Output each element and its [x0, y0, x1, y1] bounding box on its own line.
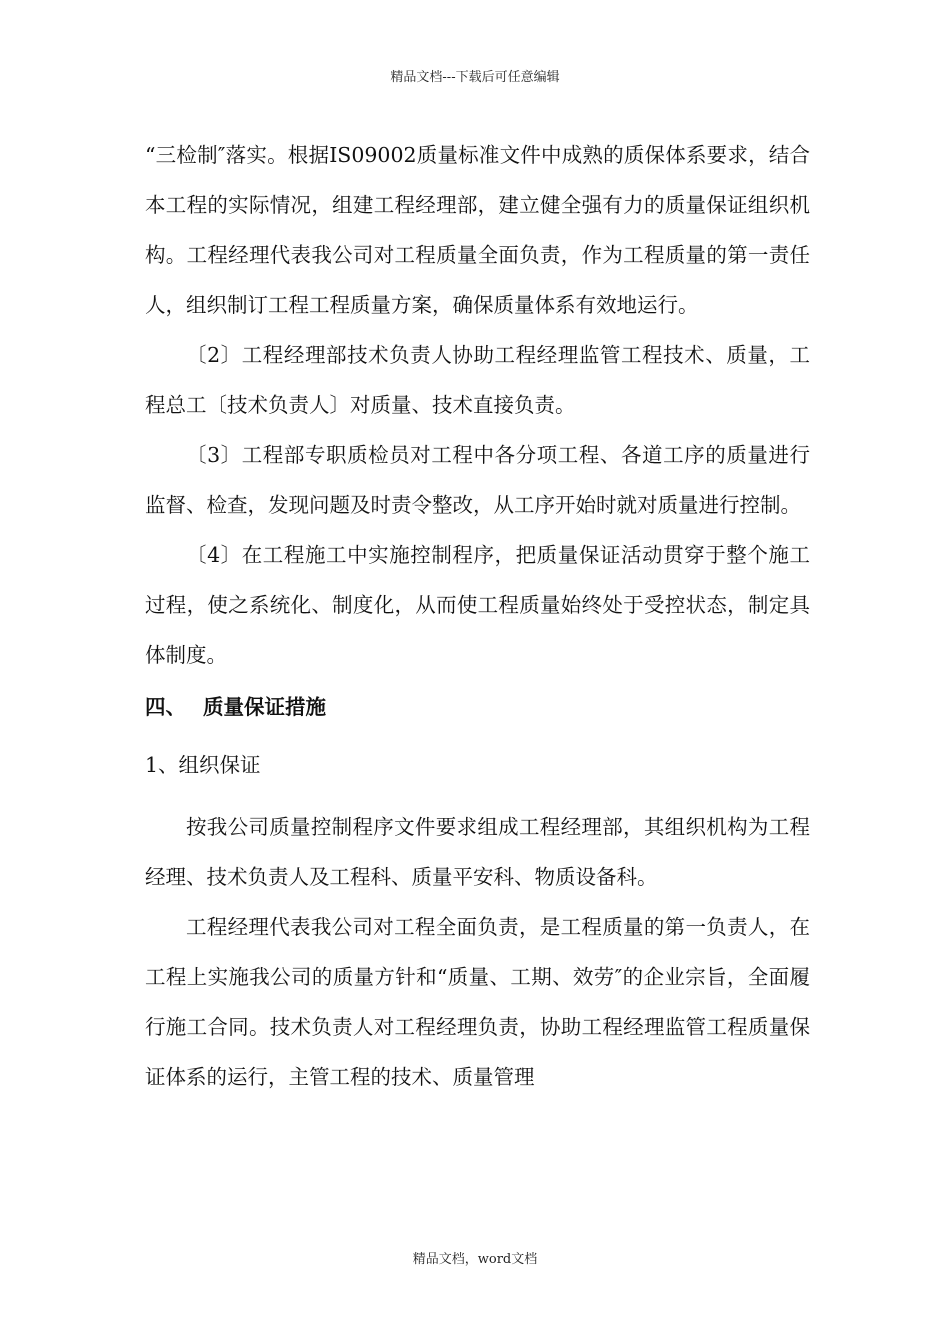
page-header: 精品文档---下载后可任意编辑 [390, 70, 560, 85]
document-body [145, 130, 810, 1102]
section-heading [145, 680, 810, 736]
subsection-heading: 1、组织保证 [145, 753, 261, 777]
paragraph-item-2: 〔2〕工程经理部技术负责人协助工程经理监管工程技术、质量，工程总工〔技术负责人〕对质量、技术直接负责。 [145, 343, 810, 417]
paragraph-three-inspection: “三检制″落实。根据IS09002质量标准文件中成熟的质保体系要求，结合本工程的实际情况，组建工程经理部，建立健全强有力的质量保证组织机构。工程经理代表我公司对工程质量全面负责，作为工程质量的第一责任人，组织制订工程工程质量方案，确保质量体系有效地运行。 [145, 143, 810, 317]
paragraph-item-4: 〔4〕在工程施工中实施控制程序，把质量保证活动贯穿于整个施工过程，使之系统化、制度化，从而使工程质量始终处于受控状态，制定具体制度。 [145, 543, 810, 667]
section-title: 质量保证措施 [203, 695, 326, 719]
paragraph-item-3: 〔3〕工程部专职质检员对工程中各分项工程、各道工序的质量进行监督、检查，发现问题及时责令整改，从工序开始时就对质量进行控制。 [145, 443, 810, 517]
paragraph-organization: 按我公司质量控制程序文件要求组成工程经理部，其组织机构为工程经理、技术负责人及工程科、质量平安科、物质设备科。 [145, 815, 810, 889]
paragraph-project-manager: 工程经理代表我公司对工程全面负责，是工程质量的第一负责人，在工程上实施我公司的质量方针和“质量、工期、效劳″的企业宗旨，全面履行施工合同。技术负责人对工程经理负责，协助工程经理监管工程质量保证体系的运行，主管工程的技术、质量管理 [145, 915, 810, 1089]
page-footer: 精品文档，word文档 [412, 1252, 538, 1267]
section-number: 四、 [145, 695, 186, 719]
